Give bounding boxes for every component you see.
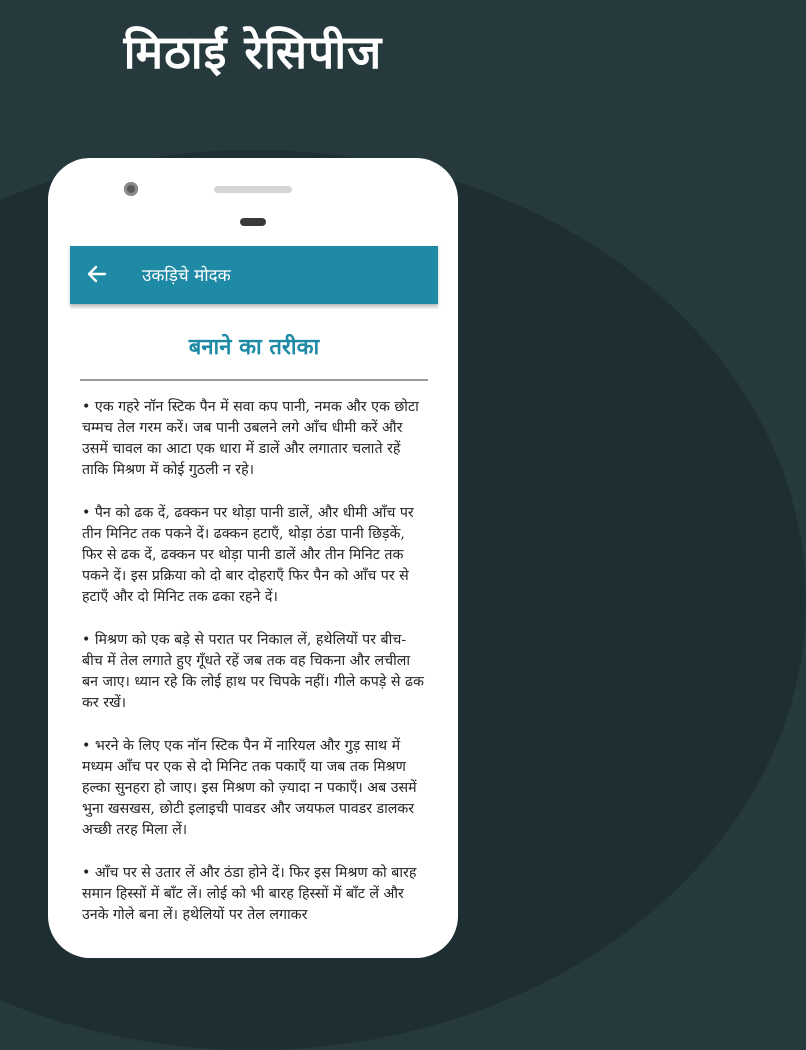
step-item: • आँच पर से उतार लें और ठंडा होने दें। फिर इस मिश्रण को बारह समान हिस्सों में बाँट लें। लोई को भी बारह हिस्सों में बाँट लें और उनके गोले बना लें। हथेलियों पर तेल लगाकर xyxy=(82,865,417,923)
proximity-sensor xyxy=(240,218,266,226)
step-item: • पैन को ढक दें, ढक्कन पर थोड़ा पानी डालें, और धीमी आँच पर तीन मिनिट तक पकने दें। ढक्कन हटाएँ, थोड़ा ठंडा पानी छिड़कें, फिर से ढक दें, ढक्कन पर थोड़ा पानी डालें और तीन मिनिट तक पकने दें। इस प्रक्रिया को दो बार दोहराएँ फिर पैन को आँच पर से हटाएँ और दो मिनिट तक ढका रहने दें। xyxy=(82,505,414,605)
recipe-title: उकड़िचे मोदक xyxy=(142,266,231,286)
section-title: बनाने का तरीका xyxy=(188,335,320,360)
step-list xyxy=(70,381,438,926)
recipe-card[interactable] xyxy=(70,309,438,929)
step-item: • भरने के लिए एक नॉन स्टिक पैन में नारियल और गुड़ साथ में मध्यम आँच पर एक से दो मिनिट तक पकाएँ या जब तक मिश्रण हल्का सुनहरा हो जाए। इस मिश्रण को ज़्यादा न पकाएँ। अब उसमें भुना खसखस, छोटी इलाइची पावडर और जयफल पावडर डालकर अच्छी तरह मिला लें। xyxy=(82,738,417,838)
step-item: • मिश्रण को एक बड़े से परात पर निकाल लें, हथेलियों पर बीच-बीच में तेल लगाते हुए गूँधते रहें जब तक वह चिकना और लचीला बन जाए। ध्यान रहे कि लोई हाथ पर चिपके नहीं। गीले कपड़े से ढक कर रखें। xyxy=(82,632,424,711)
camera-icon xyxy=(124,182,138,196)
app-bar xyxy=(70,246,438,304)
step-item: • एक गहरे नॉन स्टिक पैन में सवा कप पानी, नमक और एक छोटा चम्मच तेल गरम करें। जब पानी उबलने लगे आँच धीमी करें और उसमें चावल का आटा एक धारा में डालें और लगातार चलाते रहें ताकि मिश्रण में कोई गुठली न रहे। xyxy=(82,399,419,478)
promo-banner-title: मिठाईं रेसिपीज xyxy=(123,25,383,79)
app-screen xyxy=(70,246,438,923)
speaker-grille xyxy=(214,186,292,193)
arrow-left-icon[interactable] xyxy=(86,263,108,285)
